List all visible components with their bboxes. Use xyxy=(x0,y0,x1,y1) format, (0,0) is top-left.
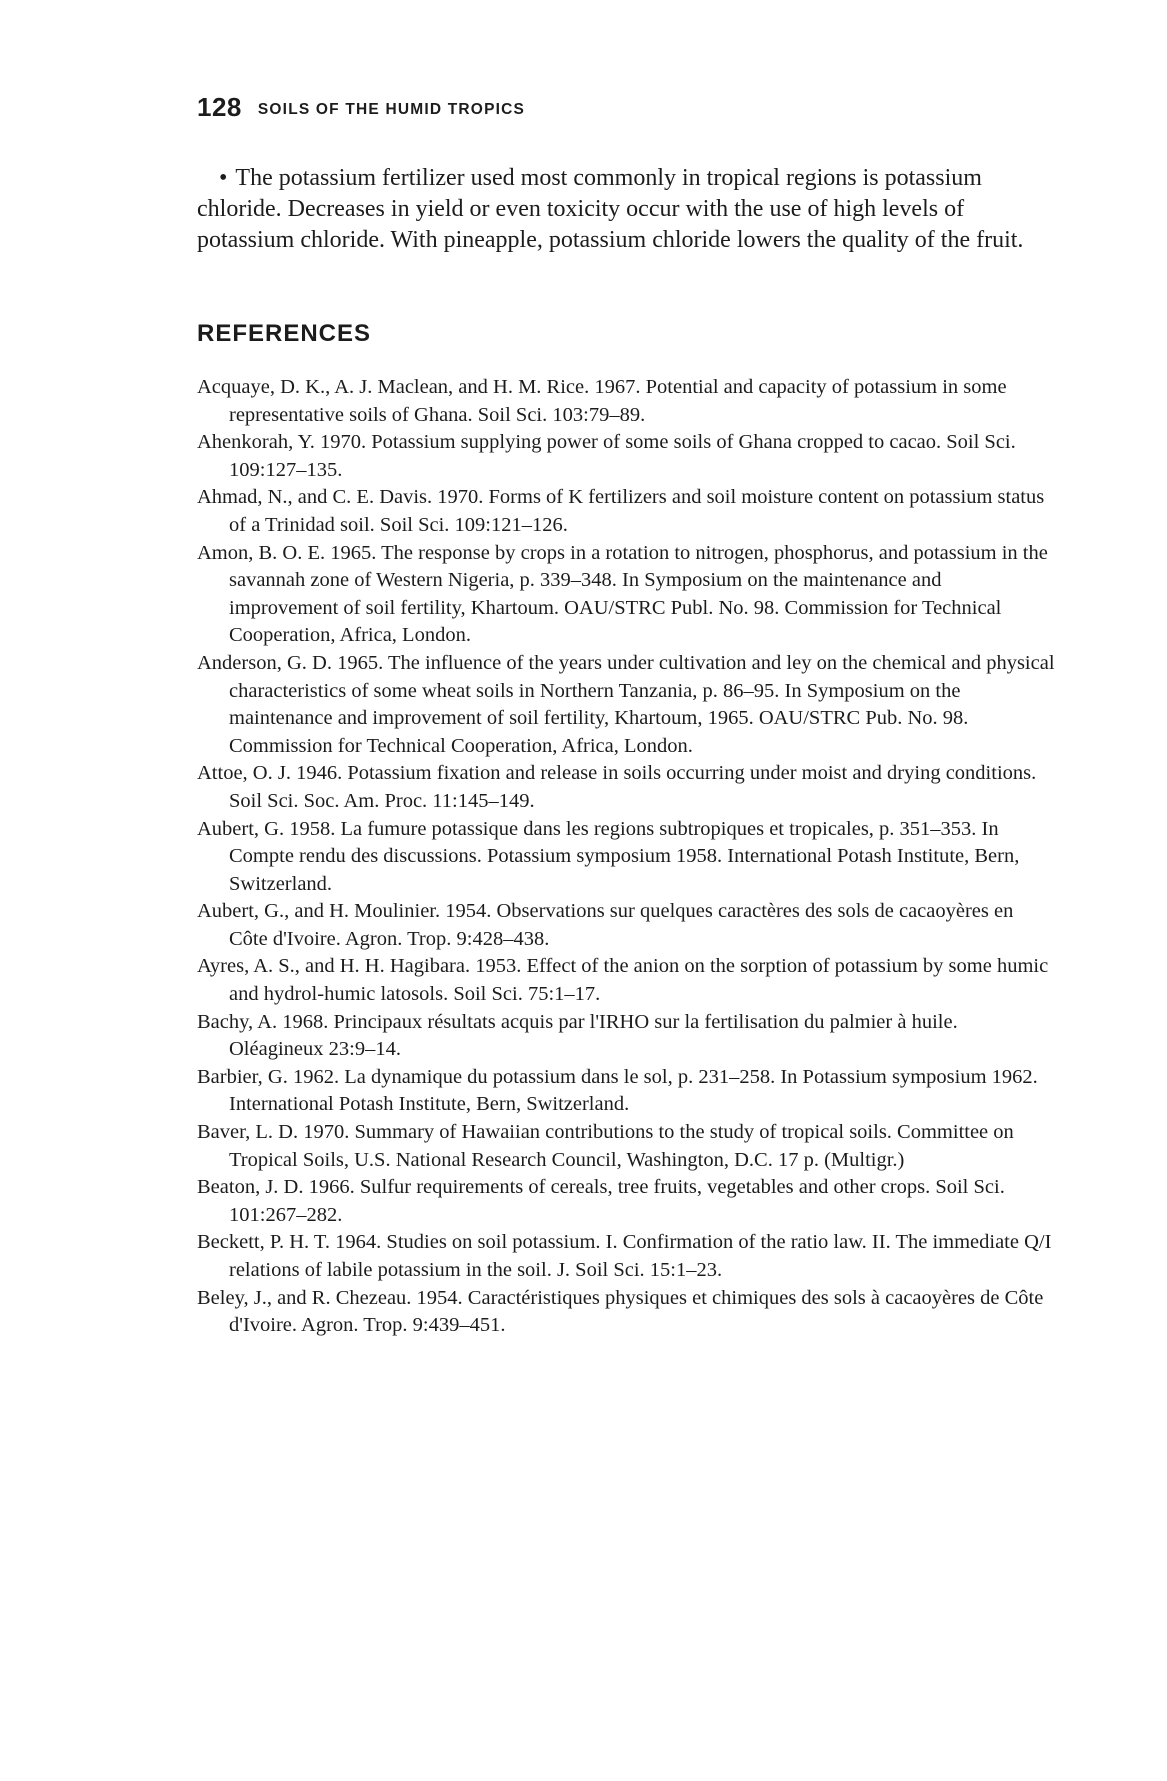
reference-item: Beaton, J. D. 1966. Sulfur requirements of cereals, tree fruits, vegetables and other crops. Soil Sci. 101:267–282. xyxy=(197,1176,1005,1226)
reference-item: Aubert, G. 1958. La fumure potassique dans les regions subtropiques et tropicales, p. 351–353. In Compte rendu des discussions. Potassium symposium 1958. International Potash Institute, Bern, Switzerland. xyxy=(197,817,1020,895)
reference-item: Ahmad, N., and C. E. Davis. 1970. Forms of K fertilizers and soil moisture content on potassium status of a Trinidad soil. Soil Sci. 109:121–126. xyxy=(197,486,1045,536)
reference-item: Beckett, P. H. T. 1964. Studies on soil potassium. I. Confirmation of the ratio law. II. The immediate Q/I relations of labile potassium in the soil. J. Soil Sci. 15:1–23. xyxy=(197,1231,1052,1281)
reference-item: Barbier, G. 1962. La dynamique du potassium dans le sol, p. 231–258. In Potassium symposium 1962. International Potash Institute, Bern, Switzerland. xyxy=(197,1065,1038,1116)
bullet-icon: • xyxy=(219,165,228,191)
reference-item: Beley, J., and R. Chezeau. 1954. Caractéristiques physiques et chimiques des sols à cacaoyères de Côte d'Ivoire. Agron. Trop. 9:439–451. xyxy=(197,1286,1044,1337)
reference-list xyxy=(197,374,1055,1340)
intro-text: The potassium fertilizer used most commonly in tropical regions is potassium chloride. Decreases in yield or even toxicity occur with the use of high levels of potassium chloride. With pineapple, potassium chloride lowers the quality of the fruit. xyxy=(197,165,1024,253)
reference-item: Amon, B. O. E. 1965. The response by crops in a rotation to nitrogen, phosphorus, and potassium in the savannah zone of Western Nigeria, p. 339–348. In Symposium on the maintenance and improvement of soil fertility, Khartoum. OAU/STRC Publ. No. 98. Commission for Technical Cooperation, Africa, London. xyxy=(197,541,1048,647)
reference-item: Ayres, A. S., and H. H. Hagibara. 1953. Effect of the anion on the sorption of potassium by some humic and hydrol-humic latosols. Soil Sci. 75:1–17. xyxy=(197,955,1049,1006)
reference-item: Acquaye, D. K., A. J. Maclean, and H. M. Rice. 1967. Potential and capacity of potassium in some representative soils of Ghana. Soil Sci. 103:79–89. xyxy=(197,376,1007,426)
reference-item: Aubert, G., and H. Moulinier. 1954. Observations sur quelques caractères des sols de cacaoyères en Côte d'Ivoire. Agron. Trop. 9:428–438. xyxy=(197,900,1014,950)
reference-item: Anderson, G. D. 1965. The influence of the years under cultivation and ley on the chemical and physical characteristics of some wheat soils in Northern Tanzania, p. 86–95. In Symposium on the maintenance and improvement of soil fertility, Khartoum, 1965. OAU/STRC Pub. No. 98. Commission for Technical Cooperation, Africa, London. xyxy=(197,651,1055,757)
reference-item: Attoe, O. J. 1946. Potassium fixation and release in soils occurring under moist and drying conditions. Soil Sci. Soc. Am. Proc. 11:145–149. xyxy=(197,762,1037,812)
reference-item: Baver, L. D. 1970. Summary of Hawaiian contributions to the study of tropical soils. Committee on Tropical Soils, U.S. National Research Council, Washington, D.C. 17 p. (Multigr.) xyxy=(197,1121,1014,1171)
book-page xyxy=(197,92,1077,1340)
reference-item: Ahenkorah, Y. 1970. Potassium supplying power of some soils of Ghana cropped to cacao. Soil Sci. 109:127–135. xyxy=(197,431,1016,481)
running-head xyxy=(197,92,1077,124)
page-number: 128 xyxy=(197,92,242,122)
running-title: SOILS OF THE HUMID TROPICS xyxy=(257,101,526,118)
intro-paragraph xyxy=(197,163,1061,256)
references-heading: REFERENCES xyxy=(197,320,372,347)
reference-item: Bachy, A. 1968. Principaux résultats acquis par l'IRHO sur la fertilisation du palmier à huile. Oléagineux 23:9–14. xyxy=(197,1010,958,1061)
